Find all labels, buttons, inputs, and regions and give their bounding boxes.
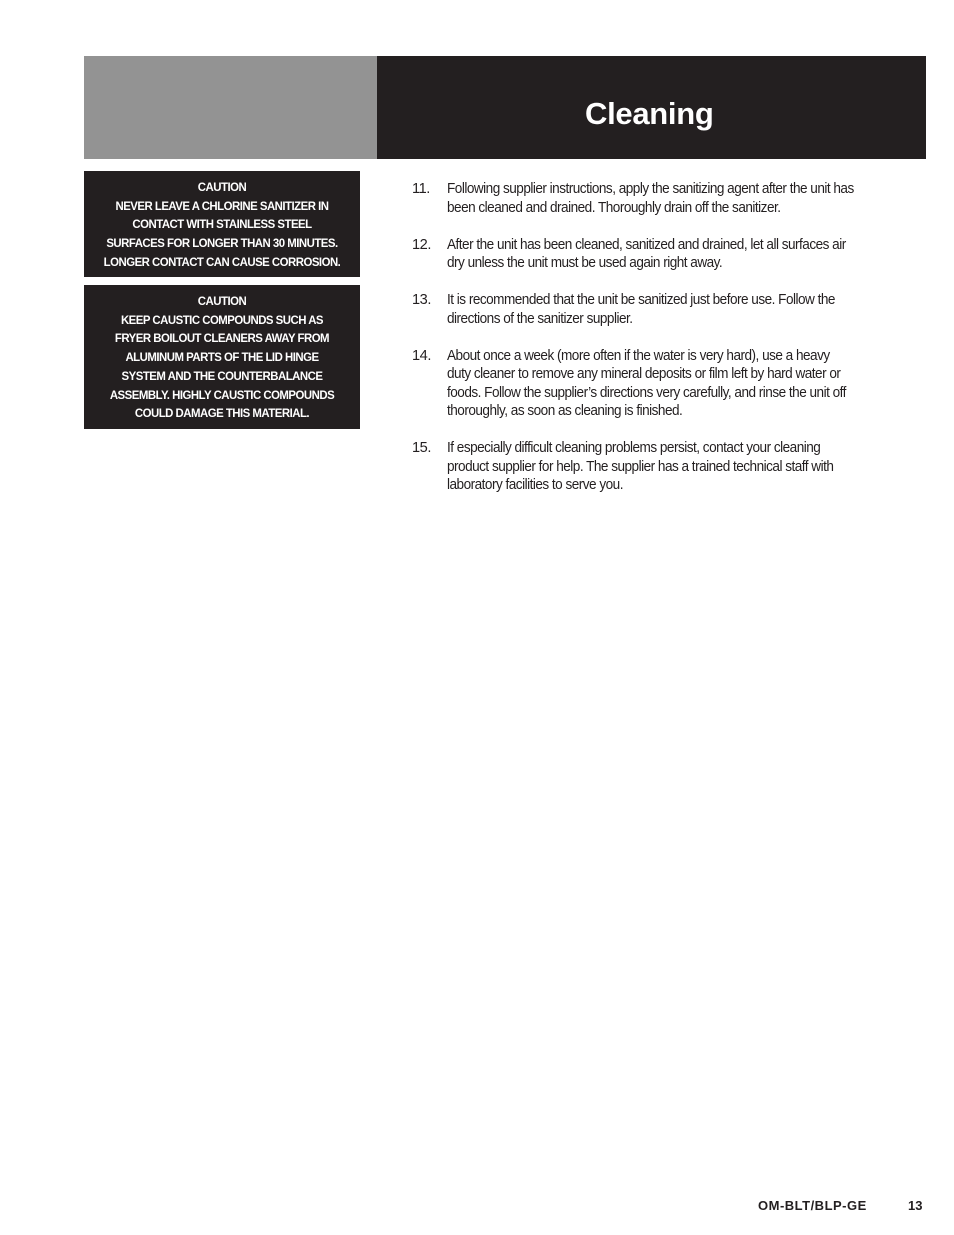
step-item	[412, 180, 928, 217]
step-item	[412, 439, 928, 495]
step-text-line: been cleaned and drained. Thoroughly drain off the sanitizer.	[447, 199, 781, 216]
caution-text-line: COULD DAMAGE THIS MATERIAL.	[134, 406, 310, 421]
caution-text-line: NEVER LEAVE A CHLORINE SANITIZER IN	[115, 198, 329, 213]
caution-text-line: FRYER BOILOUT CLEANERS AWAY FROM	[114, 331, 330, 346]
caution-text-line: SYSTEM AND THE COUNTERBALANCE	[121, 368, 323, 383]
step-text-line: laboratory facilities to serve you.	[447, 477, 623, 493]
step-text-line: foods. Follow the supplier’s directions very carefully, and rinse the unit off	[447, 384, 846, 401]
header-title-panel	[377, 56, 926, 159]
caution-box-caustic	[84, 285, 360, 429]
step-number: 13.	[412, 292, 431, 308]
step-text-line: About once a week (more often if the water is very hard), use a heavy	[447, 347, 830, 364]
caution-heading: CAUTION	[197, 294, 247, 308]
step-text-line: If especially difficult cleaning problems persist, contact your cleaning	[447, 440, 821, 456]
step-text-line: product supplier for help. The supplier has a trained technical staff with	[447, 458, 834, 475]
caution-text-line: LONGER CONTACT CAN CAUSE CORROSION.	[103, 254, 341, 269]
step-text-line: directions of the sanitizer supplier.	[447, 310, 633, 327]
caution-box-chlorine	[84, 171, 360, 277]
step-number: 11.	[412, 181, 430, 197]
caution-heading: CAUTION	[197, 180, 247, 194]
step-number: 15.	[412, 440, 431, 456]
page-title: Cleaning	[585, 96, 714, 131]
step-text-line: After the unit has been cleaned, sanitized and drained, let all surfaces air	[447, 236, 846, 253]
caution-text-line: ASSEMBLY. HIGHLY CAUSTIC COMPOUNDS	[109, 387, 335, 402]
header-gray-panel	[84, 56, 377, 159]
caution-text-line: ALUMINUM PARTS OF THE LID HINGE	[125, 350, 319, 365]
step-text-line: duty cleaner to remove any mineral deposits or film left by hard water or	[447, 366, 841, 382]
caution-text-line: SURFACES FOR LONGER THAN 30 MINUTES.	[106, 236, 338, 251]
step-number: 14.	[412, 347, 431, 364]
step-text-line: It is recommended that the unit be sanitized just before use. Follow the	[447, 292, 835, 308]
step-text-line: thoroughly, as soon as cleaning is finished.	[447, 403, 683, 419]
step-text-line: dry unless the unit must be used again right away.	[447, 255, 723, 271]
step-number: 12.	[412, 236, 431, 253]
step-item	[412, 347, 928, 421]
caution-text-line: KEEP CAUSTIC COMPOUNDS SUCH AS	[120, 312, 324, 327]
step-text-line: Following supplier instructions, apply the sanitizing agent after the unit has	[447, 181, 854, 197]
cleaning-steps-list	[412, 180, 928, 513]
footer-page-number: 13	[908, 1198, 923, 1213]
footer-doc-code: OM-BLT/BLP-GE	[758, 1198, 867, 1213]
step-item	[412, 291, 928, 328]
caution-text-line: CONTACT WITH STAINLESS STEEL	[132, 217, 312, 232]
step-item	[412, 236, 928, 273]
